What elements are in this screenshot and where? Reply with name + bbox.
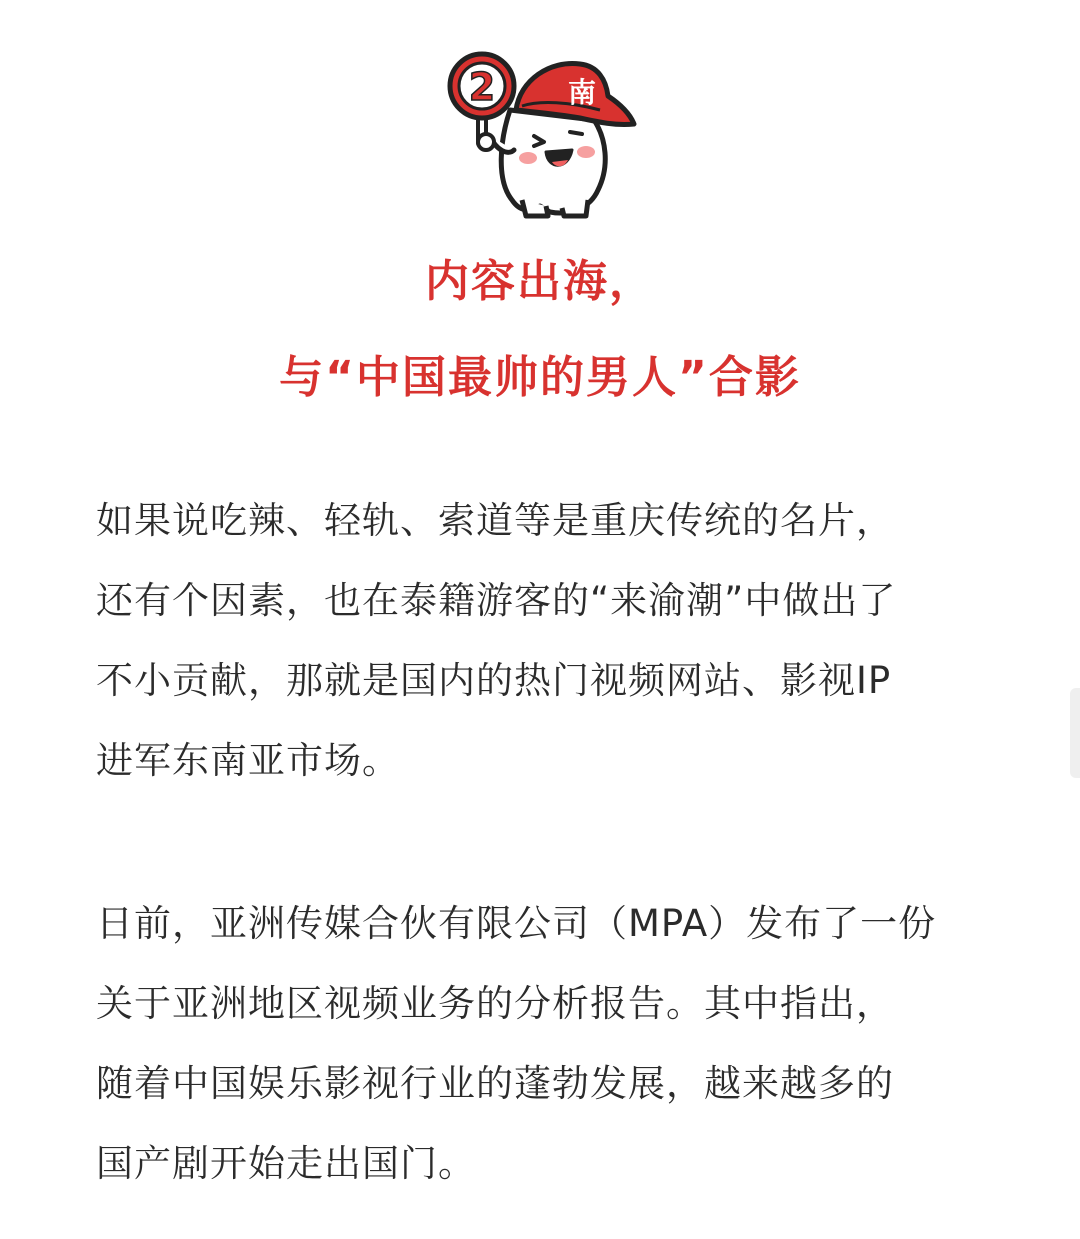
badge-number: 2 — [468, 65, 496, 109]
mascot-icon — [430, 40, 650, 220]
paragraph-line: 还有个因素，也在泰籍游客的“来渝潮”中做出了 — [96, 579, 897, 622]
side-scroll-tab[interactable] — [1070, 688, 1080, 778]
paragraph-line: 关于亚洲地区视频业务的分析报告。其中指出， — [96, 982, 894, 1025]
paragraph-1 — [96, 481, 996, 801]
paragraph-line: 随着中国娱乐影视行业的蓬勃发展，越来越多的 — [96, 1062, 894, 1105]
paragraph-line: 日前，亚洲传媒合伙有限公司（MPA）发布了一份 — [96, 902, 937, 945]
heading-line-1: 内容出海， — [425, 256, 655, 307]
heading-line-2: 与“中国最帅的男人”合影 — [279, 352, 801, 403]
paragraph-line: 如果说吃辣、轻轨、索道等是重庆传统的名片， — [96, 499, 894, 542]
mascot-illustration — [430, 40, 650, 220]
paragraph-2 — [96, 884, 996, 1204]
paragraph-line: 不小贡献，那就是国内的热门视频网站、影视IP — [96, 659, 892, 702]
paragraph-line: 国产剧开始走出国门。 — [96, 1142, 476, 1185]
paragraph-line: 进军东南亚市场。 — [96, 739, 400, 782]
hat-text: 南 — [567, 76, 597, 109]
